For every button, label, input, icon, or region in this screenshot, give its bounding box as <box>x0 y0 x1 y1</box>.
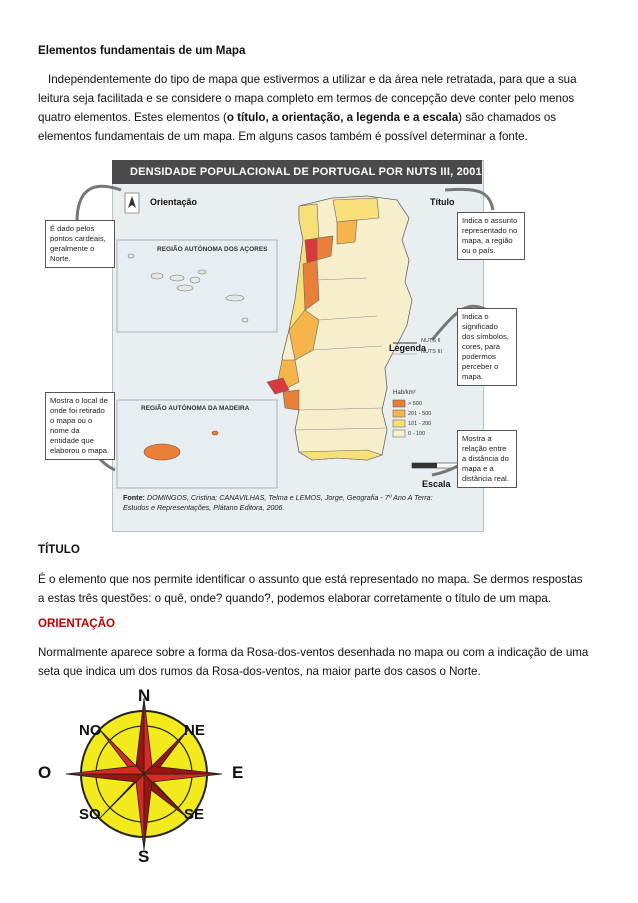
source-text: DOMINGOS, Cristina; CANAVILHAS, Telma e LEMOS, Jorge, Geografia - 7º Ano A Terra: <box>144 493 433 502</box>
section-heading-titulo: TÍTULO <box>38 543 80 556</box>
callout-legend: Indica o significado dos símbolos, cores, para podermos perceber o mapa. <box>457 308 517 386</box>
intro-line: leitura seja facilitada e se considere o mapa completo em termos de concepção deve conter pelo menos <box>38 92 575 105</box>
source-text: Estudos e Representações, Plátano Editora, 2006. <box>123 503 285 512</box>
compass-label-n: N <box>138 686 151 705</box>
acores-panel <box>117 240 277 332</box>
titulo-paragraph <box>38 570 608 608</box>
legend-values <box>408 399 431 439</box>
map-north-arrow <box>125 193 139 213</box>
compass-rose <box>36 688 256 868</box>
callout-title: Indica o assunto representado no mapa, a região ou o país. <box>457 212 525 260</box>
compass-label-ne: NE <box>184 722 205 739</box>
legend-value: 201 - 500 <box>408 411 432 417</box>
section-heading-orientacao: ORIENTAÇÃO <box>38 617 116 630</box>
callout-scale: Mostra a relação entre a distância do mapa e a distância real. <box>457 430 517 488</box>
legend-label: Legenda <box>389 343 427 353</box>
title-label: Título <box>430 197 455 207</box>
compass-label-no: NO <box>79 722 102 739</box>
compass-label-se: SE <box>184 806 205 823</box>
compass-label-o: O <box>38 763 52 782</box>
legend-value: > 500 <box>408 401 422 407</box>
intro-line: Independentemente do tipo de mapa que estivermos a utilizar e da área nele retratada, para que a sua <box>48 73 577 86</box>
madeira-panel <box>117 400 277 488</box>
orientacao-line: Normalmente aparece sobre a forma da Rosa-dos-ventos desenhada no mapa ou com a indicação de uma <box>38 646 589 659</box>
madeira-island <box>144 444 180 460</box>
source-prefix: Fonte: <box>123 493 145 502</box>
map-source <box>123 493 473 513</box>
intro-line: elementos fundamentais de um mapa. Em alguns casos também é possível determinar a fonte. <box>38 130 528 143</box>
intro-paragraph <box>38 70 603 146</box>
intro-elements-list: o título, a orientação, a legenda e a escala <box>226 111 459 124</box>
intro-text: ) são chamados os <box>458 111 557 124</box>
map-figure <box>37 160 567 530</box>
compass-label-s: S <box>138 847 150 866</box>
orientation-label: Orientação <box>150 197 198 207</box>
callout-source: Mostra o local de onde foi retirado o mapa ou o nome da entidade que elaborou o mapa. <box>45 392 115 460</box>
document-title: Elementos fundamentais de um Mapa <box>38 44 246 57</box>
nuts3-label: NUTS III <box>421 349 443 355</box>
legend-title: Hab/km² <box>393 390 416 396</box>
orientacao-line: seta que indica um dos rumos da Rosa-dos-ventos, na maior parte dos casos o Norte. <box>38 665 481 678</box>
intro-text: quatro elementos. Estes elementos ( <box>38 111 227 124</box>
nuts2-label: NUTS II <box>421 338 441 344</box>
intro-line <box>38 108 603 127</box>
compass-label-so: SO <box>79 806 101 823</box>
portugal-mainland <box>267 196 412 460</box>
titulo-line: É o elemento que nos permite identificar o assunto que está representado no mapa. Se dermos respostas <box>38 573 583 586</box>
acores-label: REGIÃO AUTÓNOMA DOS AÇORES <box>157 246 268 253</box>
orientacao-paragraph <box>38 643 608 681</box>
map-header-text: DENSIDADE POPULACIONAL DE PORTUGAL POR NUTS III, 2001 <box>130 166 482 178</box>
legend-value: 0 - 100 <box>408 431 426 437</box>
legend-value: 101 - 200 <box>408 421 432 427</box>
compass-label-e: E <box>232 763 244 782</box>
scale-label: Escala <box>422 479 451 489</box>
porto-santo-island <box>212 431 218 435</box>
titulo-line: a estas três questões: o quê, onde? quando?, podemos elaborar corretamente o título de um mapa. <box>38 592 552 605</box>
callout-orientation: É dado pelos pontos cardeais, geralmente o Norte. <box>45 220 115 268</box>
madeira-label: REGIÃO AUTÓNOMA DA MADEIRA <box>141 405 250 412</box>
